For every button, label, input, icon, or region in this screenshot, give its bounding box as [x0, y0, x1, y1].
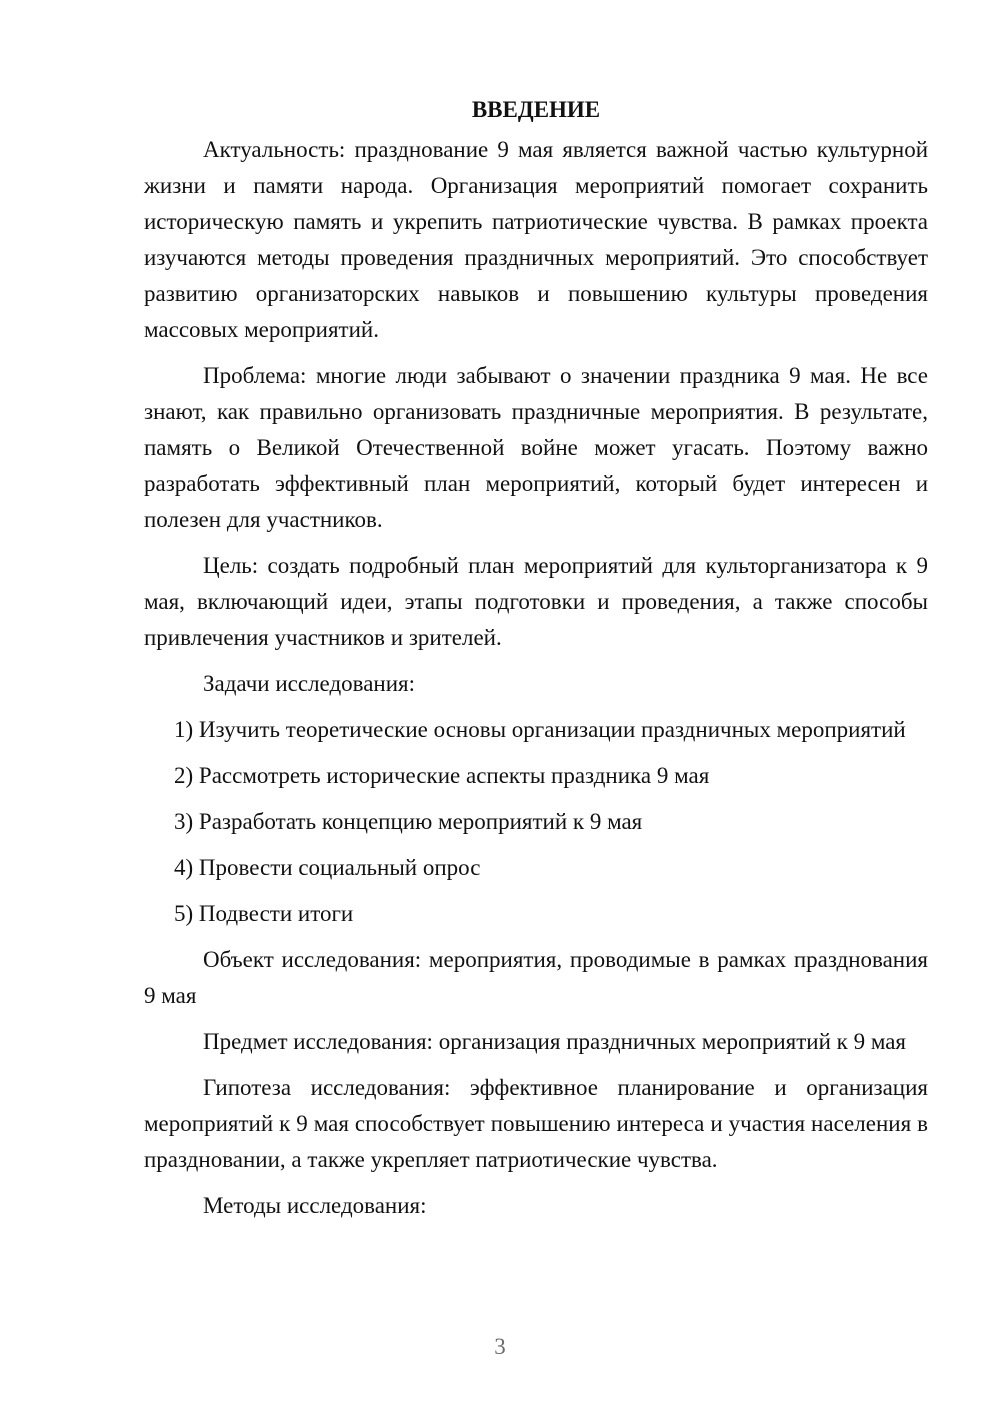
- methods-heading: Методы исследования:: [203, 1193, 427, 1218]
- page-content: [144, 92, 928, 1234]
- section-title: ВВЕДЕНИЕ: [471, 97, 601, 122]
- task-item: 3) Разработать концепцию мероприятий к 9 мая: [174, 809, 643, 834]
- problem-paragraph: Проблема: многие люди забывают о значении праздника 9 мая. Не все знают, как правильно организовать праздничные мероприятия. В результате, память о Великой Отечественной войне может угасать. Поэтому важно разработать эффективный план мероприятий, который будет интересен и полезен для участников.: [144, 363, 928, 532]
- task-item: 2) Рассмотреть исторические аспекты праздника 9 мая: [174, 763, 710, 788]
- subject-paragraph: Предмет исследования: организация праздничных мероприятий к 9 мая: [203, 1029, 907, 1054]
- tasks-list: [144, 712, 928, 932]
- page-number: 3: [494, 1334, 506, 1359]
- task-item: 1) Изучить теоретические основы организации праздничных мероприятий: [174, 717, 906, 742]
- object-paragraph: Объект исследования: мероприятия, проводимые в рамках празднования 9 мая: [144, 947, 928, 1008]
- goal-paragraph: Цель: создать подробный план мероприятий для культорганизатора к 9 мая, включающий идеи, этапы подготовки и проведения, а также способы привлечения участников и зрителей.: [144, 553, 928, 650]
- relevance-paragraph: Актуальность: празднование 9 мая является важной частью культурной жизни и памяти народа. Организация мероприятий помогает сохранить историческую память и укрепить патриотические чувства. В рамках проекта изучаются методы проведения праздничных мероприятий. Это способствует развитию организаторских навыков и повышению культуры проведения массовых мероприятий.: [144, 137, 928, 342]
- tasks-heading: Задачи исследования:: [203, 671, 416, 696]
- hypothesis-paragraph: Гипотеза исследования: эффективное планирование и организация мероприятий к 9 мая способствует повышению интереса и участия населения в праздновании, а также укрепляет патриотические чувства.: [144, 1075, 928, 1172]
- task-item: 4) Провести социальный опрос: [174, 855, 481, 880]
- task-item: 5) Подвести итоги: [174, 901, 354, 926]
